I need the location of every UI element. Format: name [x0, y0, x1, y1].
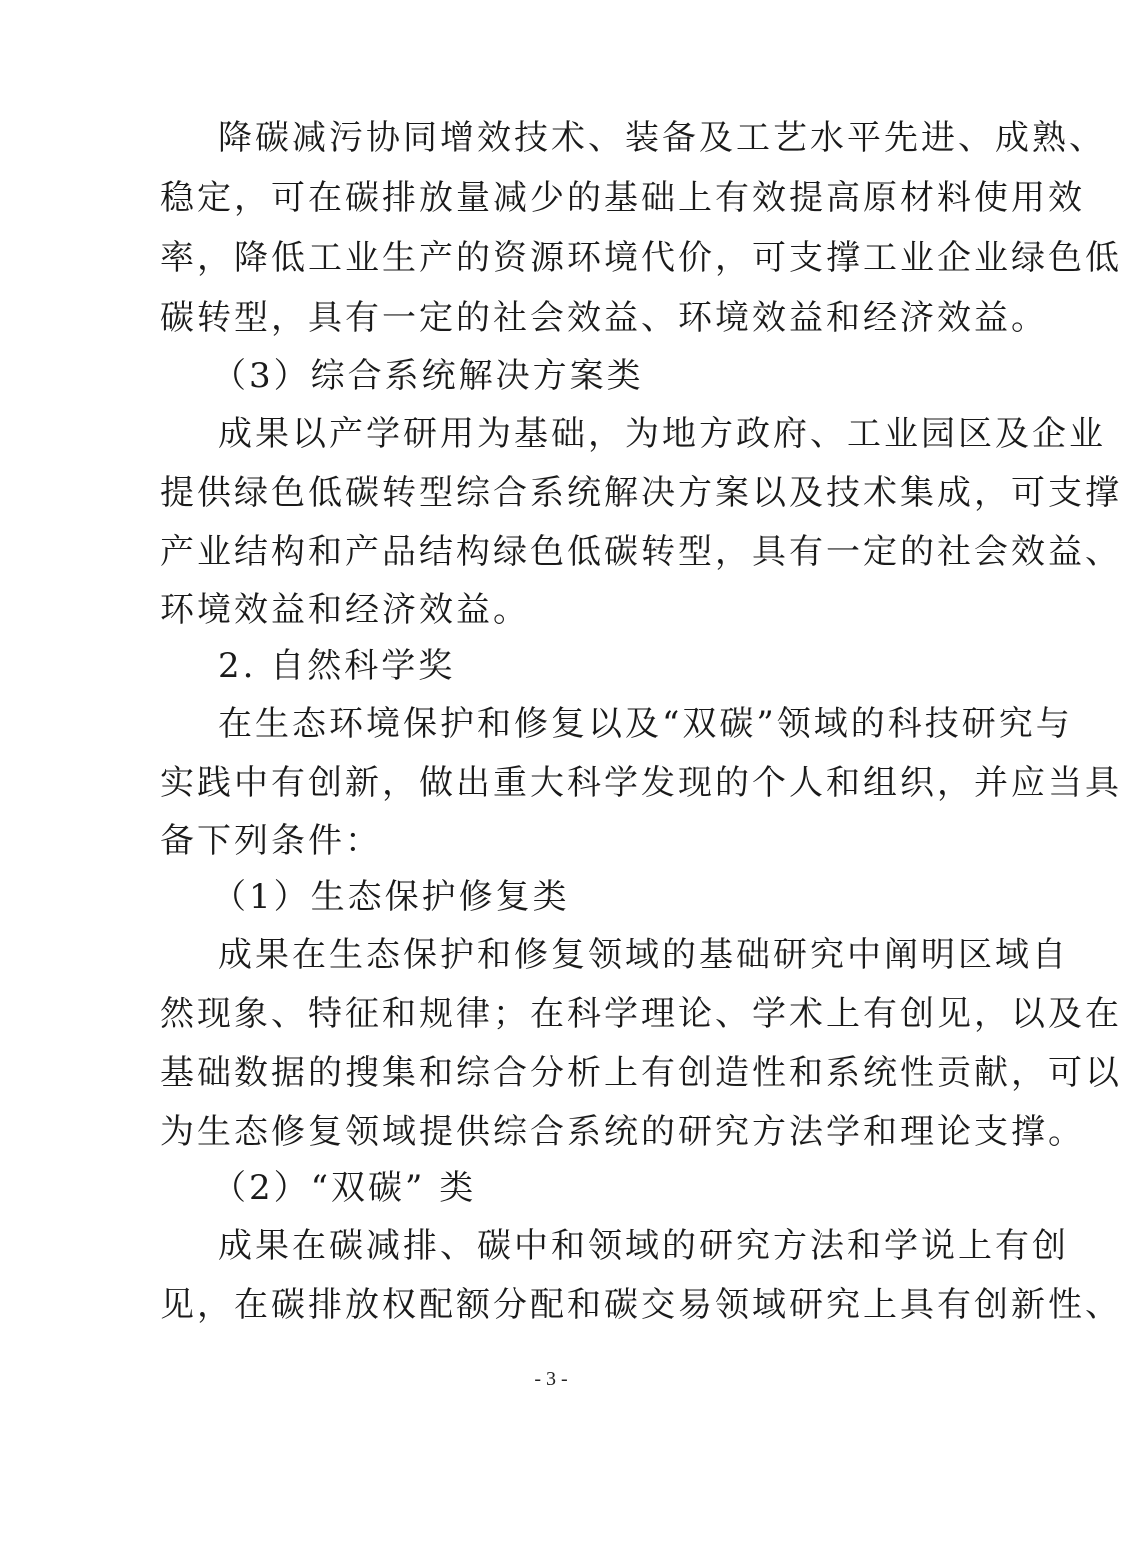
paragraph-line: 基础数据的搜集和综合分析上有创造性和系统性贡献，可以: [160, 1053, 1122, 1093]
paragraph-line: 见，在碳排放权配额分配和碳交易领域研究上具有创新性、: [160, 1285, 1122, 1325]
paragraph-line: 稳定，可在碳排放量减少的基础上有效提高原材料使用效: [160, 178, 1085, 218]
paragraph-line: 率，降低工业生产的资源环境代价，可支撑工业企业绿色低: [160, 238, 1122, 278]
paragraph-line: 环境效益和经济效益。: [160, 590, 530, 630]
paragraph-line: 备下列条件：: [160, 821, 382, 861]
paragraph-line: 为生态修复领域提供综合系统的研究方法学和理论支撑。: [160, 1112, 1085, 1152]
section-heading: 2. 自然科学奖: [218, 646, 456, 686]
paragraph-line: 产业结构和产品结构绿色低碳转型，具有一定的社会效益、: [160, 532, 1122, 572]
paragraph-line: 降碳减污协同增效技术、装备及工艺水平先进、成熟、: [218, 118, 1106, 158]
paragraph-line: 在生态环境保护和修复以及“双碳”领域的科技研究与: [218, 704, 1073, 744]
paragraph-line: 然现象、特征和规律；在科学理论、学术上有创见，以及在: [160, 994, 1122, 1034]
section-heading: （1）生态保护修复类: [212, 877, 570, 917]
paragraph-line: 成果以产学研用为基础，为地方政府、工业园区及企业: [218, 414, 1106, 454]
paragraph-line: 实践中有创新，做出重大科学发现的个人和组织，并应当具: [160, 763, 1122, 803]
paragraph-line: 成果在碳减排、碳中和领域的研究方法和学说上有创: [218, 1226, 1069, 1266]
paragraph-line: 成果在生态保护和修复领域的基础研究中阐明区域自: [218, 935, 1069, 975]
section-heading: （3）综合系统解决方案类: [212, 356, 644, 396]
section-heading: （2）“双碳” 类: [212, 1168, 477, 1208]
paragraph-line: 提供绿色低碳转型综合系统解决方案以及技术集成，可支撑: [160, 473, 1122, 513]
page-number: - 3 -: [534, 1368, 568, 1390]
paragraph-line: 碳转型，具有一定的社会效益、环境效益和经济效益。: [160, 298, 1048, 338]
